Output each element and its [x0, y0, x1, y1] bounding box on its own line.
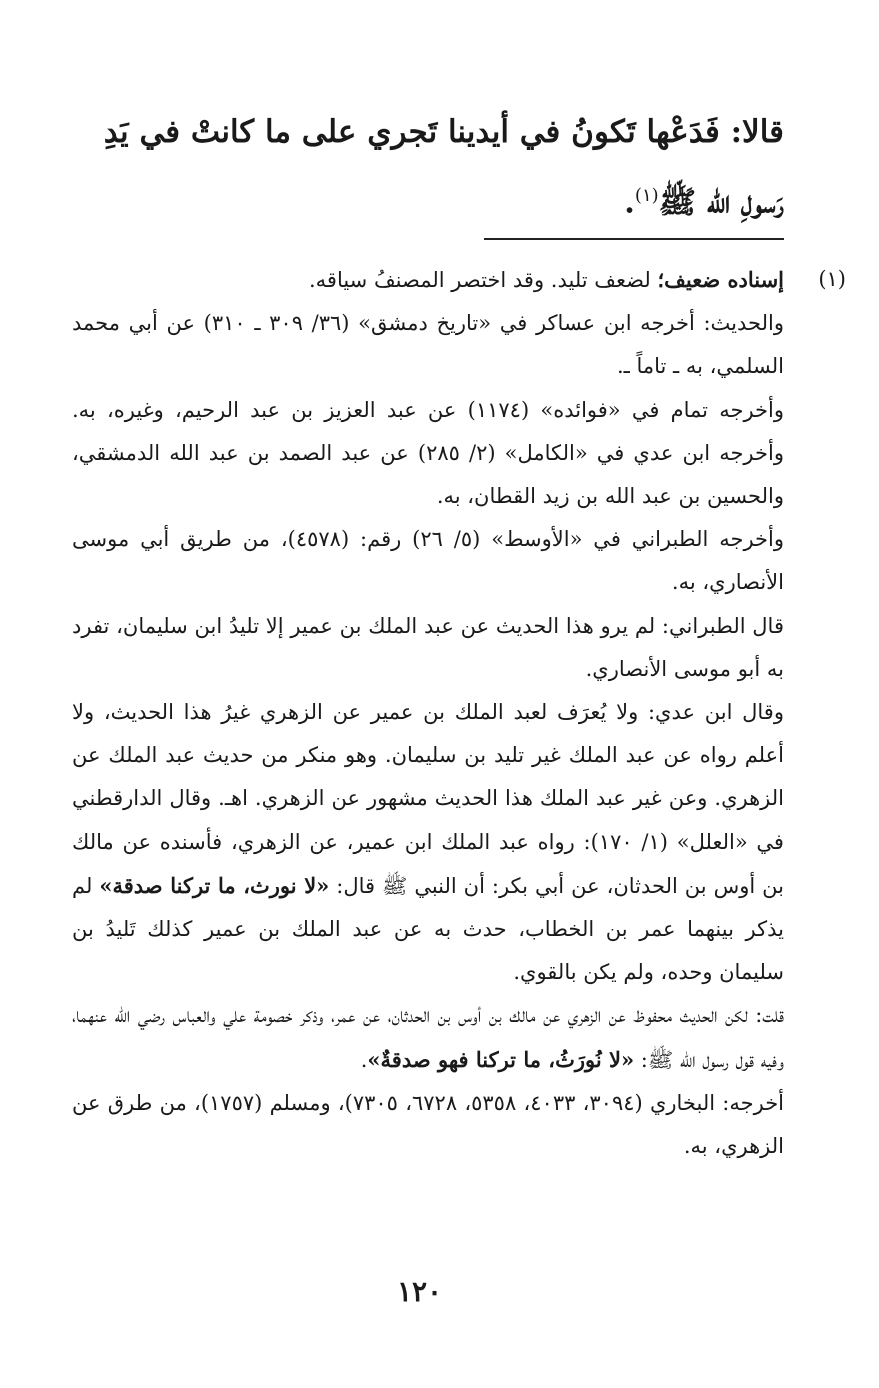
footnote-paragraph-5: قال الطبراني: لم يرو هذا الحديث عن عبد الملك بن عمير إلا تليدُ ابن سليمان، تفرد به أبو موسى الأنصاري. — [72, 613, 784, 681]
main-line-2 — [72, 164, 784, 234]
main-line-2-end: . — [624, 184, 635, 221]
footnote-p7-end: . — [360, 1047, 368, 1072]
footnote-p6-a: وقال ابن عدي: ولا يُعرَف لعبد الملك بن عمير عن الزهري غيرُ هذا الحديث، ولا أعلم رواه عن عبد الملك غير تليد بن سليمان. وهو منكر من حديث عبد الملك عن الزهري. وعن غير عبد الملك هذا الحديث مشهور عن الزهري. اهـ. وقال الدارقطني في «العلل» (١/ ١٧٠): رواه عبد الملك ابن عمير، عن الزهري، فأسنده عن مالك بن أوس بن الحدثان، عن أبي بكر: أن النبي ﷺ قال: — [72, 700, 784, 898]
footnote-paragraph-8: أخرجه: البخاري (٣٠٩٤، ٤٠٣٣، ٥٣٥٨، ٦٧٢٨، ٧٣٠٥)، ومسلم (١٧٥٧)، من طرق عن الزهري، به. — [72, 1090, 785, 1159]
footnote-paragraph-2: والحديث: أخرجه ابن عساكر في «تاريخ دمشق» (٣٦/ ٣٠٩ ـ ٣١٠) عن أبي محمد السلمي، به ـ تاماً ـ. — [72, 311, 784, 379]
footnote-reference[interactable]: (١) — [634, 185, 659, 206]
main-line-1: قالا: فَدَعْها تَكونُ في أيدينا تَجري على ما كانتْ في يَدِ — [103, 114, 784, 150]
footnote-paragraph-6 — [72, 691, 784, 994]
footnote-paragraph-4: وأخرجه الطبراني في «الأوسط» (٥/ ٢٦) رقم: (٤٥٧٨)، من طريق أبي موسى الأنصاري، به. — [72, 527, 784, 595]
footnote-number: (١) — [818, 267, 846, 291]
footnote-p7-a: قلت: لكن الحديث محفوظ عن الزهري عن مالك بن أوس بن الحدثان، عن عمر، وذكر خصومة علي والعباس رضي الله عنهما، وفيه قول رسول الله ﷺ: — [72, 1003, 784, 1072]
main-text — [72, 100, 784, 234]
hadith-quote-1: «لا نورث، ما تركنا صدقة» — [99, 872, 330, 898]
footnote-paragraph-7 — [72, 994, 784, 1081]
hadith-quote-2: «لا نُورَثُ، ما تركنا فهو صدقةٌ» — [367, 1046, 635, 1072]
footnote — [72, 258, 846, 1168]
footnote-paragraph-1 — [72, 258, 784, 302]
footnote-p1-rest: لضعف تليد. وقد اختصر المصنفُ سياقه. — [308, 268, 658, 292]
footnote-paragraph-3: وأخرجه تمام في «فوائده» (١١٧٤) عن عبد العزيز بن عبد الرحيم، وغيره، به. وأخرجه ابن عدي في «الكامل» (٢/ ٢٨٥) عن عبد الصمد بن عبد الله الدمشقي، والحسين بن عبد الله بن زيد القطان، به. — [72, 397, 784, 509]
footnote-divider — [484, 238, 784, 240]
main-line-2-text: رَسولِ الله ﷺ — [658, 184, 784, 221]
footnote-p6-b: لم يذكر بينهما عمر بن الخطاب، حدث به عن عبد الملك بن عمير كذلك تَليدُ بن سليمان وحده، ولم يكن بالقوي. — [72, 873, 784, 985]
isnad-verdict: إسناده ضعيف؛ — [657, 267, 784, 292]
page-number: ١٢٠ — [396, 1275, 443, 1308]
footnote-body — [72, 258, 846, 1168]
